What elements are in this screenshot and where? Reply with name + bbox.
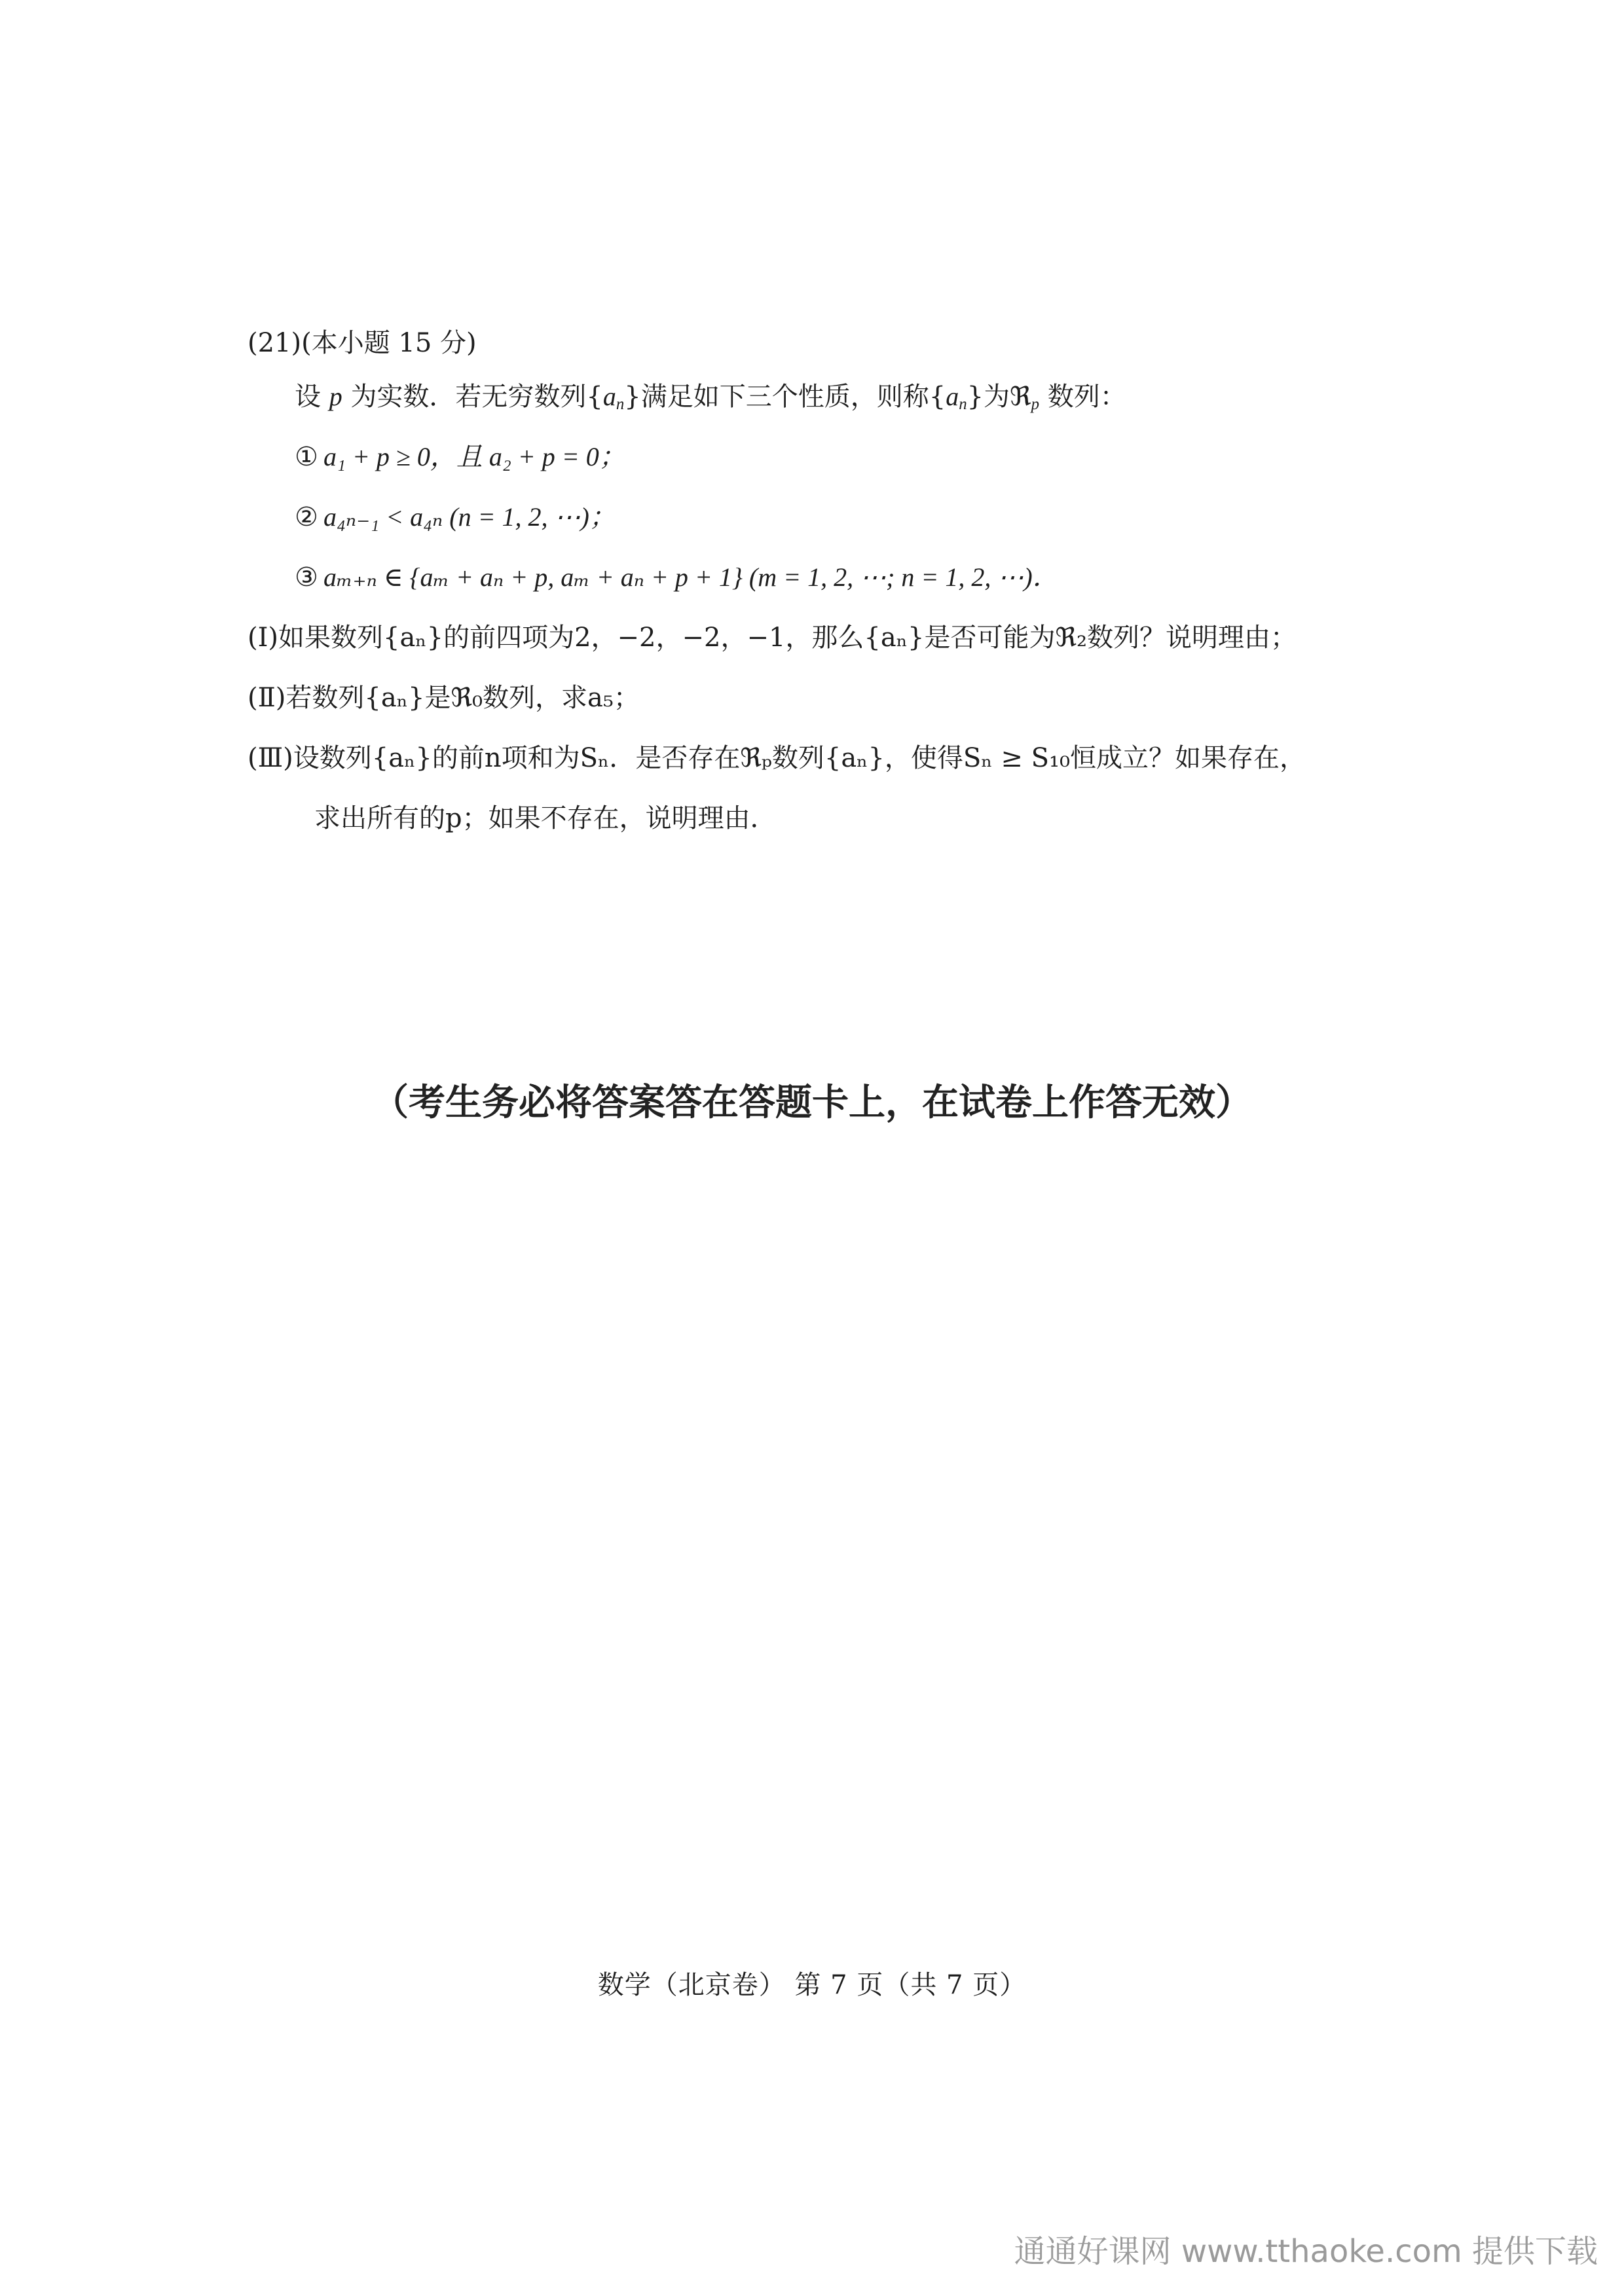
condition-text: a₁ + p ≥ 0，且 a₂ + p = 0； bbox=[323, 442, 625, 471]
part-text: 求出所有的p；如果不存在，说明理由． bbox=[314, 803, 777, 833]
part-text: 设数列{aₙ}的前n项和为Sₙ．是否存在ℜₚ数列{aₙ}，使得Sₙ ≥ S₁₀恒成立？如果存在， bbox=[293, 743, 1306, 773]
part-text: 若数列{aₙ}是ℜ₀数列，求a₅； bbox=[286, 683, 640, 713]
part-text: 如果数列{aₙ}的前四项为2，−2，−2，−1，那么{aₙ}是否可能为ℜ₂数列？说明理由； bbox=[278, 623, 1297, 653]
part-2 bbox=[248, 680, 640, 716]
condition-text: a₄ₙ₋₁ < a₄ₙ (n = 1, 2, ⋯)； bbox=[323, 502, 616, 532]
problem-points: (本小题 15 分) bbox=[301, 328, 477, 358]
part-label: (Ⅱ) bbox=[248, 683, 286, 713]
var-p: p bbox=[329, 382, 342, 411]
condition-text: aₘ₊ₙ ∈ {aₘ + aₙ + p, aₘ + aₙ + p + 1} (m = 1, 2, ⋯; n = 1, 2, ⋯)． bbox=[323, 562, 1059, 592]
circled-number: ② bbox=[295, 502, 318, 532]
part-3-continuation bbox=[314, 800, 777, 837]
intro-text-4: 数列： bbox=[1039, 382, 1126, 412]
sub-n: n bbox=[959, 395, 967, 414]
part-label: (Ⅰ) bbox=[248, 623, 279, 653]
problem-number: (21) bbox=[248, 328, 302, 358]
fraktur-r: ℜ bbox=[1010, 382, 1031, 412]
var-a: a bbox=[602, 382, 616, 411]
problem-intro bbox=[295, 378, 1126, 415]
circled-number: ③ bbox=[295, 562, 318, 592]
intro-text-2: }满足如下三个性质，则称{ bbox=[624, 382, 946, 412]
var-a: a bbox=[946, 382, 959, 411]
sub-p: p bbox=[1031, 395, 1040, 414]
condition-1 bbox=[295, 439, 625, 475]
condition-2 bbox=[295, 499, 616, 536]
part-3 bbox=[248, 740, 1306, 776]
part-1 bbox=[248, 619, 1297, 656]
intro-text-1: 为实数．若无穷数列{ bbox=[342, 382, 603, 412]
intro-text-lead: 设 bbox=[295, 382, 329, 412]
page-footer: 数学（北京卷） 第 7 页（共 7 页） bbox=[597, 1970, 1027, 2000]
circled-number: ① bbox=[295, 442, 318, 472]
exam-notice: （考生务必将答案答在答题卡上，在试卷上作答无效） bbox=[372, 1082, 1252, 1124]
condition-3 bbox=[295, 559, 1059, 596]
problem-header bbox=[248, 325, 477, 361]
part-label: (Ⅲ) bbox=[248, 743, 293, 773]
watermark: 通通好课网 www.tthaoke.com 提供下载 bbox=[1014, 2233, 1598, 2270]
sub-n: n bbox=[616, 395, 625, 414]
intro-text-3: }为 bbox=[967, 382, 1010, 412]
